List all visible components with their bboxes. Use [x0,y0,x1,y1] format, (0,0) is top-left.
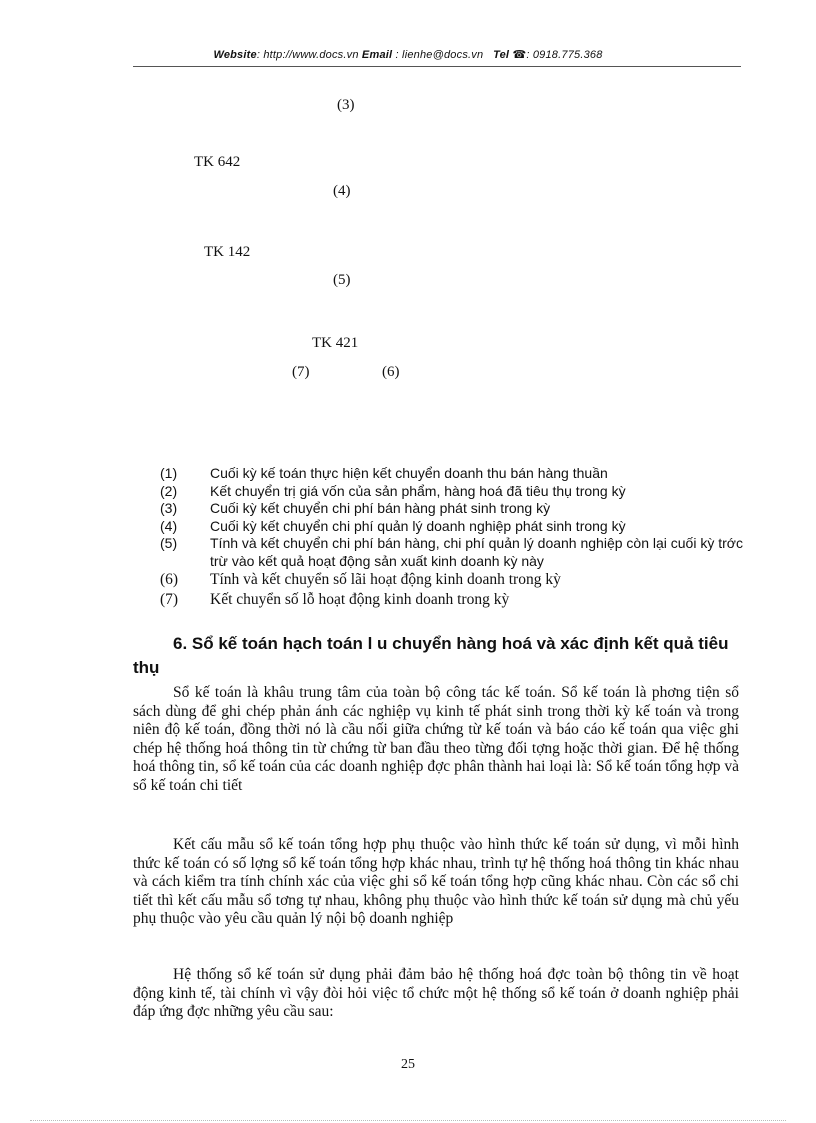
legend-item [160,465,760,483]
diagram-label-6: (6) [382,364,400,380]
body-paragraph: Kết cấu mẫu sổ kế toán tổng hợp phụ thuộc vào hình thức kế toán sử dụng, vì mỗi hình thức kế toán có số lợng sổ kế toán tổng hợp khác nhau, trình tự hệ thống hoá thông tin khác nhau và cách kiểm tra tính chính xác của việc ghi sổ kế toán tổng hợp cũng khác nhau. Còn các sổ chi tiết thì kết cấu mẫu sổ tơng tự nhau, không phụ thuộc vào hình thức kế toán sử dụng mà chủ yếu phụ thuộc vào yêu cầu quản lý nội bộ doanh nghiệp [133,836,739,927]
legend-text: Cuối kỳ kết chuyển chi phí bán hàng phát sinh trong kỳ [210,500,551,516]
page-number: 25 [401,1057,415,1072]
website-label: Website [213,49,257,61]
legend-item [160,570,760,590]
body-paragraph: Hệ thống sổ kế toán sử dụng phải đảm bảo hệ thống hoá đợc toàn bộ thông tin về hoạt động kinh tế, tài chính vì vậy đòi hỏi việc tổ chức một hệ thống sổ kế toán ở doanh nghiệp phải đáp ứng đợc những yêu cầu sau: [133,966,739,1020]
legend-text: Tính và kết chuyển số lãi hoạt động kinh doanh trong kỳ [210,571,561,588]
legend-text: Kết chuyển số lỗ hoạt động kinh doanh trong kỳ [210,591,510,608]
diagram-label-5: (5) [333,272,351,288]
legend-text: Kết chuyển trị giá vốn của sản phẩm, hàng hoá đã tiêu thụ trong kỳ [210,482,626,499]
diagram-label-4: (4) [333,183,351,199]
legend-item [160,535,760,570]
account-tk-142: TK 142 [204,244,251,260]
legend-number: (3) [160,500,178,516]
page-header [0,48,816,61]
diagram-label-7: (7) [292,364,310,380]
legend-number: (7) [160,591,179,608]
email-value: : lienhe@docs.vn [395,49,484,61]
legend-text: Cuối kỳ kế toán thực hiện kết chuyển doanh thu bán hàng thuần [210,465,608,481]
email-label: Email [361,49,393,61]
legend-item [160,590,760,610]
legend-number: (5) [160,535,178,551]
account-tk-421: TK 421 [312,335,359,351]
diagram-label-3: (3) [337,97,355,113]
section-heading: 6. Sổ kế toán hạch toán l u chuyển hàng hoá và xác định kết quả tiêu thụ [133,634,729,677]
page-bottom-divider [30,1120,786,1121]
tel-label: Tel [493,49,510,61]
legend-item [160,500,760,518]
header-divider [133,66,741,67]
phone-icon: ☎ [512,49,527,61]
legend-text: Cuối kỳ kết chuyển chi phí quản lý doanh nghiệp phát sinh trong kỳ [210,517,626,534]
legend-number: (1) [160,465,178,481]
account-tk-642: TK 642 [194,154,241,170]
legend-item [160,518,760,536]
body-paragraph: Sổ kế toán là khâu trung tâm của toàn bộ công tác kế toán. Sổ kế toán là phơng tiện sổ sách dùng để ghi chép phản ánh các nghiệp vụ kinh tế phát sinh trong thời kỳ kế toán và trong niên độ kế toán, đồng thời nó là cầu nối giữa chứng từ kế toán và báo cáo kế toán qua việc ghi chép hệ thống hoá thông tin từ chứng từ ban đầu theo từng đối tợng hoặc thời gian. Để hệ thống hoá thông tin, sổ kế toán của các doanh nghiệp đợc phân thành hai loại là: Sổ kế toán tổng hợp và sổ kế toán chi tiết [133,684,739,794]
legend-number: (4) [160,517,178,534]
legend-number: (6) [160,571,179,588]
legend-number: (2) [160,482,178,499]
tel-value: : 0918.775.368 [526,49,603,61]
diagram-legend [160,465,760,610]
legend-text: Tính và kết chuyển chi phí bán hàng, chi phí quản lý doanh nghiệp còn lại cuối kỳ trớc trừ vào kết quả hoạt động sản xuất kinh doanh kỳ này [210,535,743,569]
legend-item [160,483,760,501]
website-value: : http://www.docs.vn [256,49,359,61]
